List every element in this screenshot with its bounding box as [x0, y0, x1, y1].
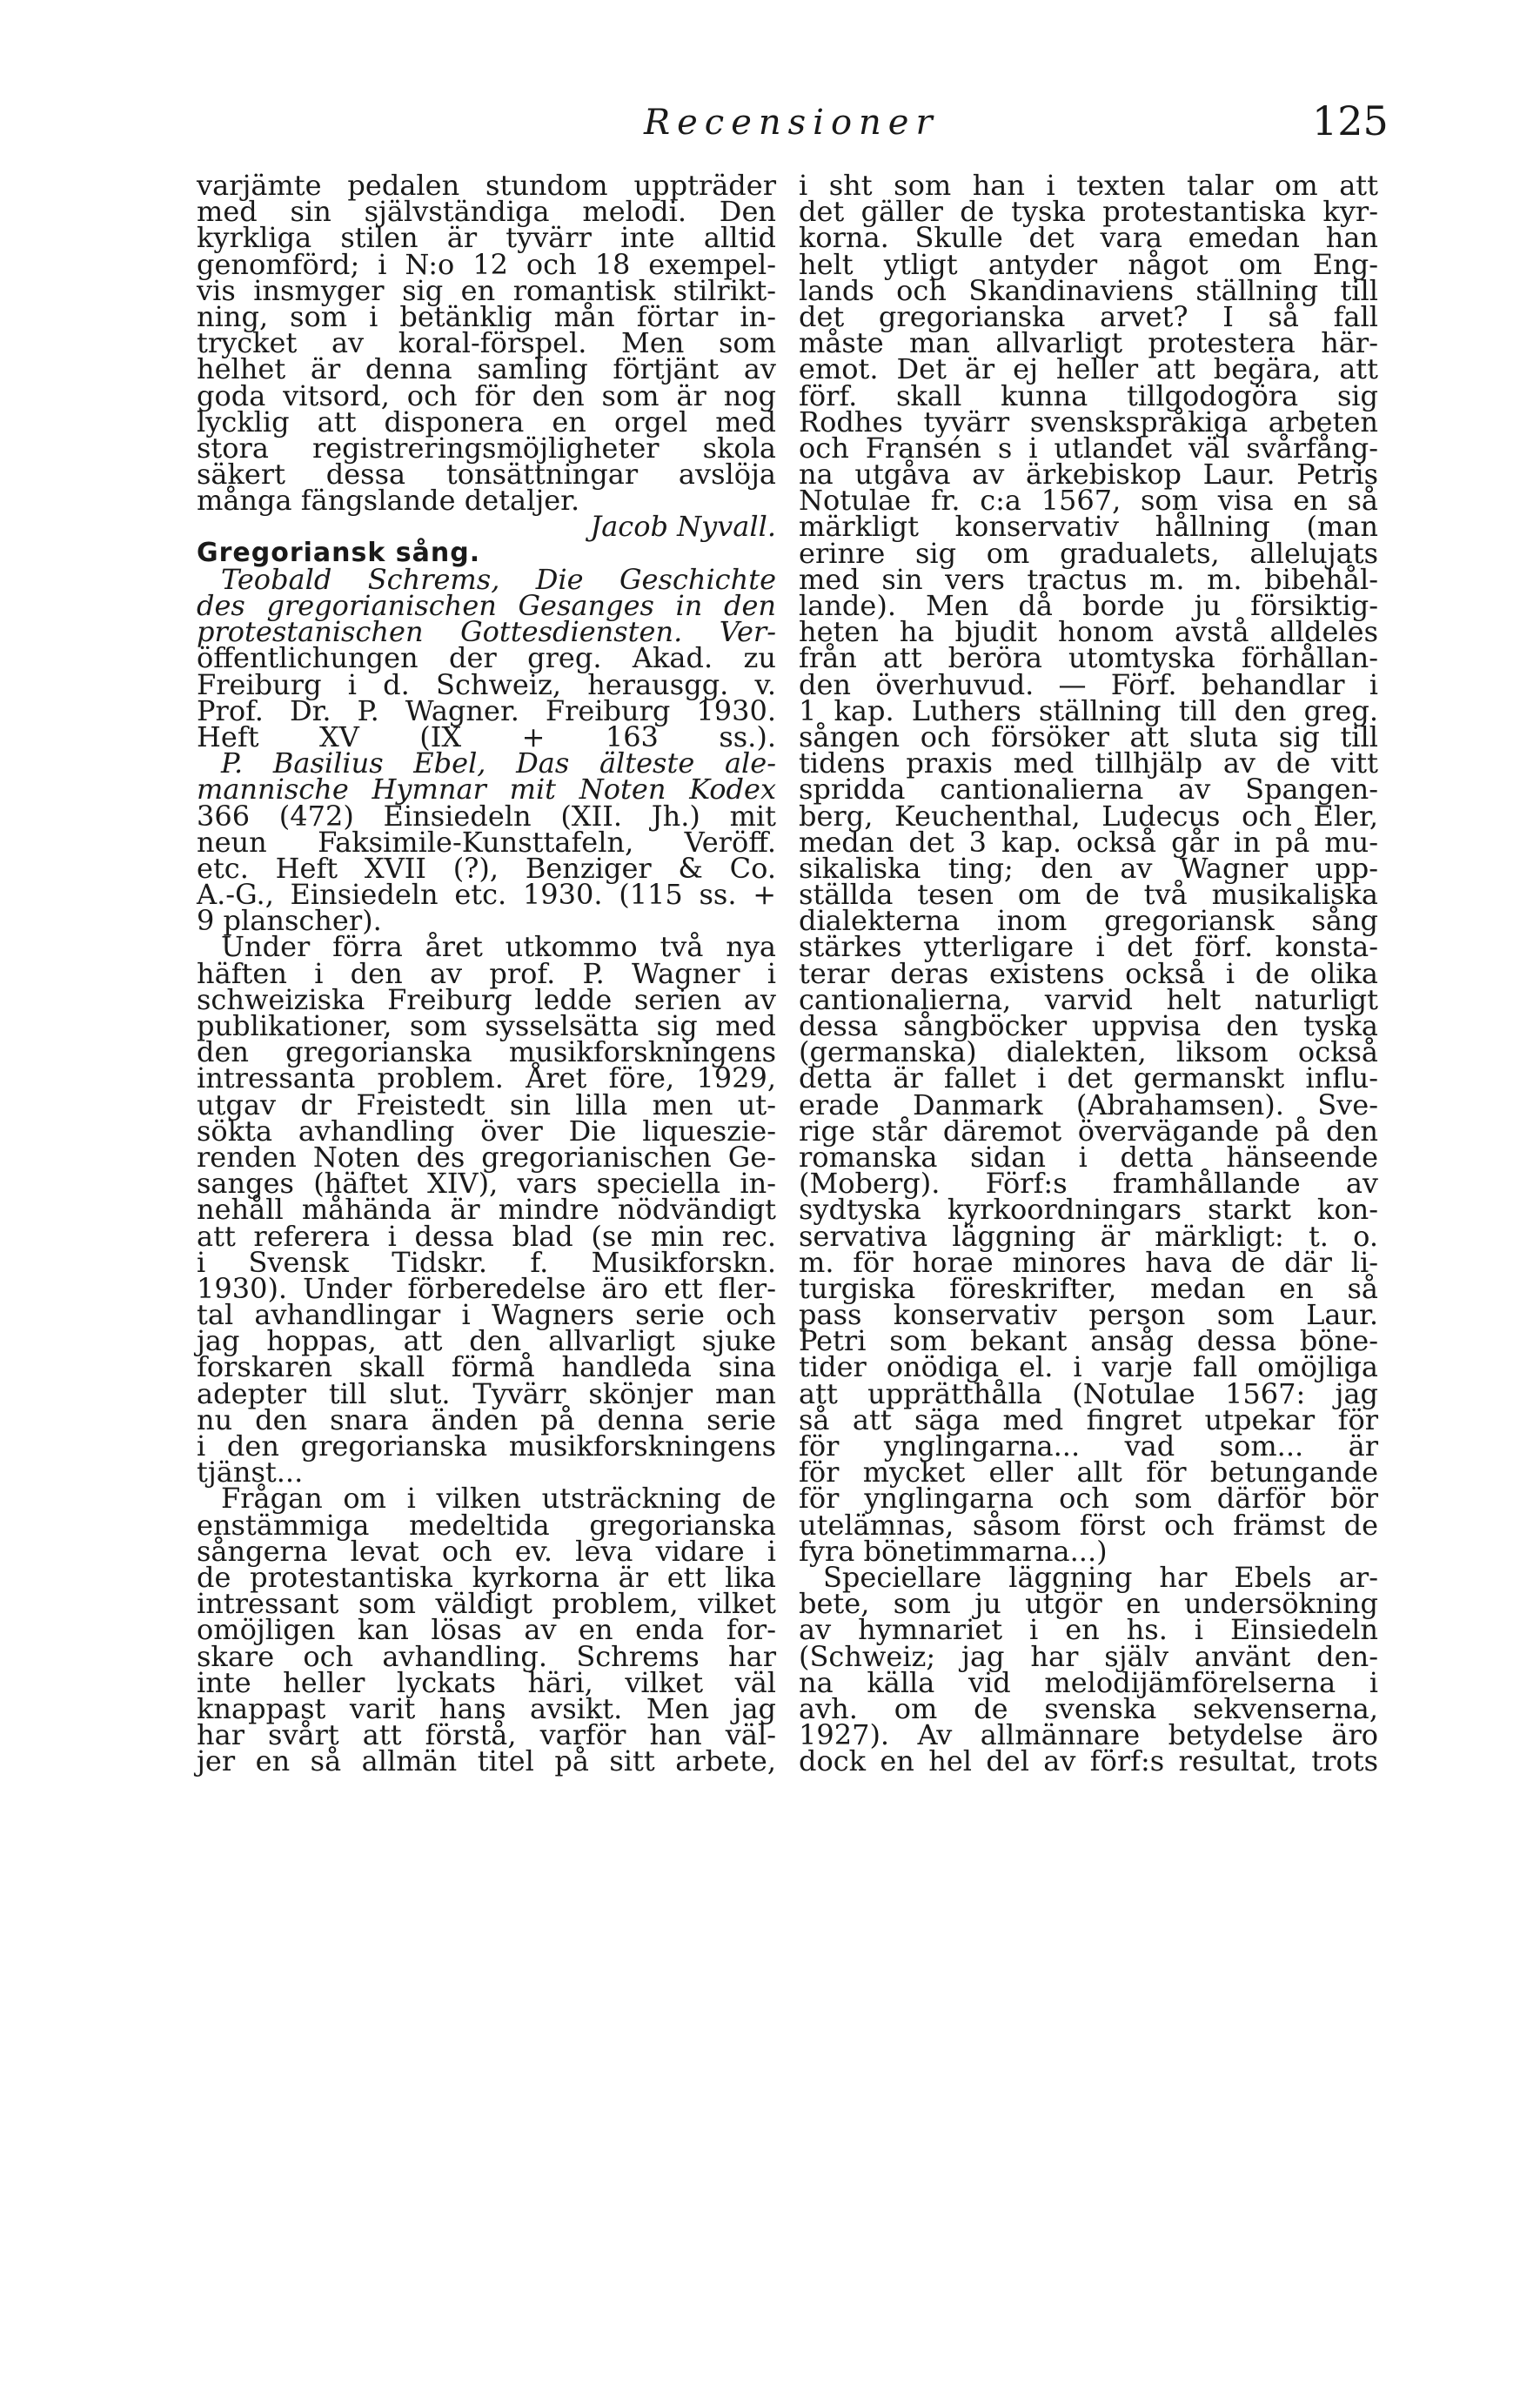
right-text-line: m. för horae minores hava de där li- — [799, 1245, 1378, 1279]
left-text-line: nu den snara änden på denna serie — [197, 1402, 776, 1436]
left-text-line: tjänst... — [197, 1456, 304, 1489]
right-text-line: för ynglingarna och som därför bör — [799, 1482, 1378, 1516]
left-text-line: vis insmyger sig en romantisk stilrikt- — [197, 273, 776, 307]
right-text-line: terar deras existens också i de olika — [799, 956, 1378, 990]
left-text-line: många fängslande detaljer. — [197, 484, 580, 518]
right-column — [799, 169, 1378, 1778]
left-text-line: etc. Heft XVII (?), Benziger & Co. — [197, 851, 776, 885]
left-text-line: intressant som väldigt problem, vilket — [197, 1587, 776, 1621]
left-text-line: schweiziska Freiburg ledde serien av — [197, 982, 776, 1016]
left-text-line: ning, som i betänklig mån förtar in- — [197, 299, 776, 333]
left-text-line: utgav dr Freistedt sin lilla men ut- — [197, 1088, 776, 1121]
right-text-line: (Moberg). Förf:s framhållande av — [799, 1167, 1378, 1201]
right-text-line: för ynglingarna... vad som... är — [799, 1429, 1378, 1463]
left-text-line: publikationer, som sysselsätta sig med — [197, 1009, 776, 1042]
right-text-line: sydtyska kyrkoordningars starkt kon- — [799, 1193, 1378, 1227]
right-text-line: Speciellare läggning har Ebels ar- — [823, 1560, 1378, 1594]
left-text-line: protestanischen Gottesdiensten. Ver- — [197, 615, 776, 649]
left-text-line: Teobald Schrems, Die Geschichte — [221, 562, 776, 596]
left-text-line: sanges (häftet XIV), vars speciella in- — [197, 1167, 776, 1201]
left-text-line: i Svensk Tidskr. f. Musikforskn. — [197, 1245, 776, 1279]
right-text-line: Notulae fr. c:a 1567, som visa en så — [799, 484, 1378, 518]
page-number: 125 — [1312, 97, 1389, 144]
right-text-line: att upprätthålla (Notulae 1567: jag — [799, 1376, 1378, 1410]
right-text-line: rige står däremot övervägande på den — [799, 1114, 1378, 1148]
right-text-line: (Schweiz; jag har själv använt den- — [799, 1639, 1378, 1673]
left-text-line: jer en så allmän titel på sitt arbete, — [197, 1744, 776, 1778]
right-text-line: erade Danmark (Abrahamsen). Sve- — [799, 1088, 1378, 1121]
right-text-line: detta är fallet i det germanskt influ- — [799, 1061, 1378, 1095]
left-text-line: 9 planscher). — [197, 904, 382, 938]
left-text-line: kyrkliga stilen är tyvärr inte alltid — [197, 221, 776, 255]
left-text-line: renden Noten des gregorianischen Ge- — [197, 1140, 776, 1174]
right-text-line: pass konservativ person som Laur. — [799, 1298, 1378, 1332]
left-text-line: knappast varit hans avsikt. Men jag — [197, 1691, 776, 1725]
right-text-line: bete, som ju utgör en undersökning — [799, 1587, 1378, 1621]
right-text-line: berg, Keuchenthal, Ludecus och Eler, — [799, 799, 1378, 833]
left-text-line: des gregorianischen Gesanges in den — [197, 589, 776, 622]
right-text-line: na utgåva av ärkebiskop Laur. Petris — [799, 458, 1378, 492]
right-text-line: den överhuvud. — Förf. behandlar i — [799, 667, 1378, 701]
left-text-line: adepter till slut. Tyvärr skönjer man — [197, 1376, 776, 1410]
right-text-line: spridda cantionalierna av Spangen- — [799, 773, 1378, 807]
left-text-line: Gregoriansk sång. — [197, 537, 481, 568]
right-text-line: sikaliska ting; den av Wagner upp- — [799, 851, 1378, 885]
right-text-line: och Fransén s i utlandet väl svårfång- — [799, 431, 1378, 465]
left-text-line: intressanta problem. Året före, 1929, — [197, 1061, 776, 1095]
left-text-line: 366 (472) Einsiedeln (XII. Jh.) mit — [197, 799, 776, 833]
right-text-line: medan det 3 kap. också går in på mu- — [799, 825, 1378, 859]
left-text-line: goda vitsord, och för den som är nog — [197, 378, 776, 412]
right-text-line: från att beröra utomtyska förhållan- — [799, 641, 1378, 675]
left-text-line: säkert dessa tonsättningar avslöja — [197, 458, 776, 492]
left-text-line: sökta avhandling över Die liqueszie- — [197, 1114, 776, 1148]
left-text-line: skare och avhandling. Schrems har — [197, 1639, 776, 1673]
right-text-line: cantionalierna, varvid helt naturligt — [799, 982, 1378, 1016]
right-text-line: utelämnas, såsom först och främst de — [799, 1508, 1378, 1542]
right-text-line: i sht som han i texten talar om att — [799, 169, 1378, 202]
left-text-line: Prof. Dr. P. Wagner. Freiburg 1930. — [197, 693, 776, 727]
left-text-line: de protestantiska kyrkorna är ett lika — [197, 1560, 776, 1594]
left-text-line: häften i den av prof. P. Wagner i — [197, 956, 776, 990]
left-text-line: P. Basilius Ebel, Das älteste ale- — [221, 746, 776, 780]
left-text-line: nehåll måhända är mindre nödvändigt — [197, 1193, 776, 1227]
right-text-line: stärkes ytterligare i det förf. konsta- — [799, 930, 1378, 964]
left-text-line: inte heller lyckats häri, vilket väl — [197, 1665, 776, 1699]
left-text-line: med sin självständiga melodi. Den — [197, 195, 776, 229]
right-text-line: måste man allvarligt protestera här- — [799, 326, 1378, 360]
left-text-line: mannische Hymnar mit Noten Kodex — [197, 773, 776, 807]
right-text-line: så att säga med fingret utpekar för — [799, 1402, 1378, 1436]
right-text-line: det gäller de tyska protestantiska kyr- — [799, 195, 1378, 229]
right-text-line: av hymnariet i en hs. i Einsiedeln — [799, 1613, 1378, 1647]
left-text-line: i den gregorianska musikforskningens — [197, 1429, 776, 1463]
right-text-line: erinre sig om gradualets, allelujats — [799, 536, 1378, 570]
right-text-line: förf. skall kunna tillgodogöra sig — [799, 378, 1378, 412]
right-text-line: korna. Skulle det vara emedan han — [799, 221, 1378, 255]
left-text-line: helhet är denna samling förtjänt av — [197, 352, 776, 386]
left-text-line: Jacob Nyvall. — [590, 510, 776, 544]
right-text-line: avh. om de svenska sekvenserna, — [799, 1691, 1378, 1725]
left-text-line: trycket av koral-förspel. Men som — [197, 326, 776, 360]
right-text-line: det gregorianska arvet? I så fall — [799, 299, 1378, 333]
right-text-line: (germanska) dialekten, liksom också — [799, 1035, 1378, 1069]
right-text-line: med sin vers tractus m. m. bibehål- — [799, 562, 1378, 596]
running-head: Recensioner — [644, 103, 940, 143]
left-text-line: jag hoppas, att den allvarligt sjuke — [197, 1324, 776, 1358]
left-text-line: tal avhandlingar i Wagners serie och — [197, 1298, 776, 1332]
right-text-line: märkligt konservativ hållning (man — [799, 510, 1378, 544]
left-column — [197, 169, 776, 1778]
left-text-line: Freiburg i d. Schweiz, herausgg. v. — [197, 667, 776, 701]
right-text-line: dialekterna inom gregoriansk sång — [799, 904, 1378, 938]
left-text-line: stora registreringsmöjligheter skola — [197, 431, 776, 465]
right-text-line: heten ha bjudit honom avstå alldeles — [799, 615, 1378, 649]
right-text-line: lande). Men då borde ju försiktig- — [799, 589, 1378, 622]
right-text-line: helt ytligt antyder något om Eng- — [799, 247, 1378, 281]
left-text-line: att referera i dessa blad (se min rec. — [197, 1219, 776, 1253]
left-text-line: omöjligen kan lösas av en enda for- — [197, 1613, 776, 1647]
left-text-line: sångerna levat och ev. leva vidare i — [197, 1534, 776, 1568]
left-text-line: har svårt att förstå, varför han väl- — [197, 1718, 776, 1752]
left-text-line: Frågan om i vilken utsträckning de — [221, 1482, 776, 1516]
right-text-line: fyra bönetimmarna...) — [799, 1534, 1108, 1568]
left-text-line: forskaren skall förmå handleda sina — [197, 1350, 776, 1384]
right-text-line: Petri som bekant ansåg dessa böne- — [799, 1324, 1378, 1358]
right-text-line: na källa vid melodijämförelserna i — [799, 1665, 1378, 1699]
right-text-line: lands och Skandinaviens ställning till — [799, 273, 1378, 307]
right-text-line: Rodhes tyvärr svenskspråkiga arbeten — [799, 405, 1378, 438]
left-text-line: enstämmiga medeltida gregorianska — [197, 1508, 776, 1542]
right-text-line: dock en hel del av förf:s resultat, trots — [799, 1744, 1378, 1778]
right-text-line: sången och försöker att sluta sig till — [799, 720, 1378, 753]
left-text-line: A.-G., Einsiedeln etc. 1930. (115 ss. + — [197, 878, 776, 912]
right-text-line: ställda tesen om de två musikaliska — [799, 878, 1378, 912]
right-text-line: emot. Det är ej heller att begära, att — [799, 352, 1378, 386]
right-text-line: 1927). Av allmännare betydelse äro — [799, 1718, 1378, 1752]
left-text-line: Heft XV (IX + 163 ss.). — [197, 720, 776, 753]
left-text-line: genomförd; i N:o 12 och 18 exempel- — [197, 247, 776, 281]
right-text-line: för mycket eller allt för betungande — [799, 1456, 1378, 1489]
left-text-line: 1930). Under förberedelse äro ett fler- — [197, 1271, 776, 1305]
right-text-line: dessa sångböcker uppvisa den tyska — [799, 1009, 1378, 1042]
left-text-line: den gregorianska musikforskningens — [197, 1035, 776, 1069]
left-text-line: varjämte pedalen stundom uppträder — [197, 169, 776, 202]
right-text-line: servativa läggning är märkligt: t. o. — [799, 1219, 1378, 1253]
left-text-line: lycklig att disponera en orgel med — [197, 405, 776, 438]
right-text-line: tidens praxis med tillhjälp av de vitt — [799, 746, 1378, 780]
left-text-line: öffentlichungen der greg. Akad. zu — [197, 641, 776, 675]
right-text-line: romanska sidan i detta hänseende — [799, 1140, 1378, 1174]
right-text-line: turgiska föreskrifter, medan en så — [799, 1271, 1378, 1305]
left-text-line: Under förra året utkommo två nya — [221, 930, 776, 964]
right-text-line: tider onödiga el. i varje fall omöjliga — [799, 1350, 1378, 1384]
right-text-line: 1 kap. Luthers ställning till den greg. — [799, 693, 1378, 727]
left-text-line: neun Faksimile-Kunsttafeln, Veröff. — [197, 825, 776, 859]
